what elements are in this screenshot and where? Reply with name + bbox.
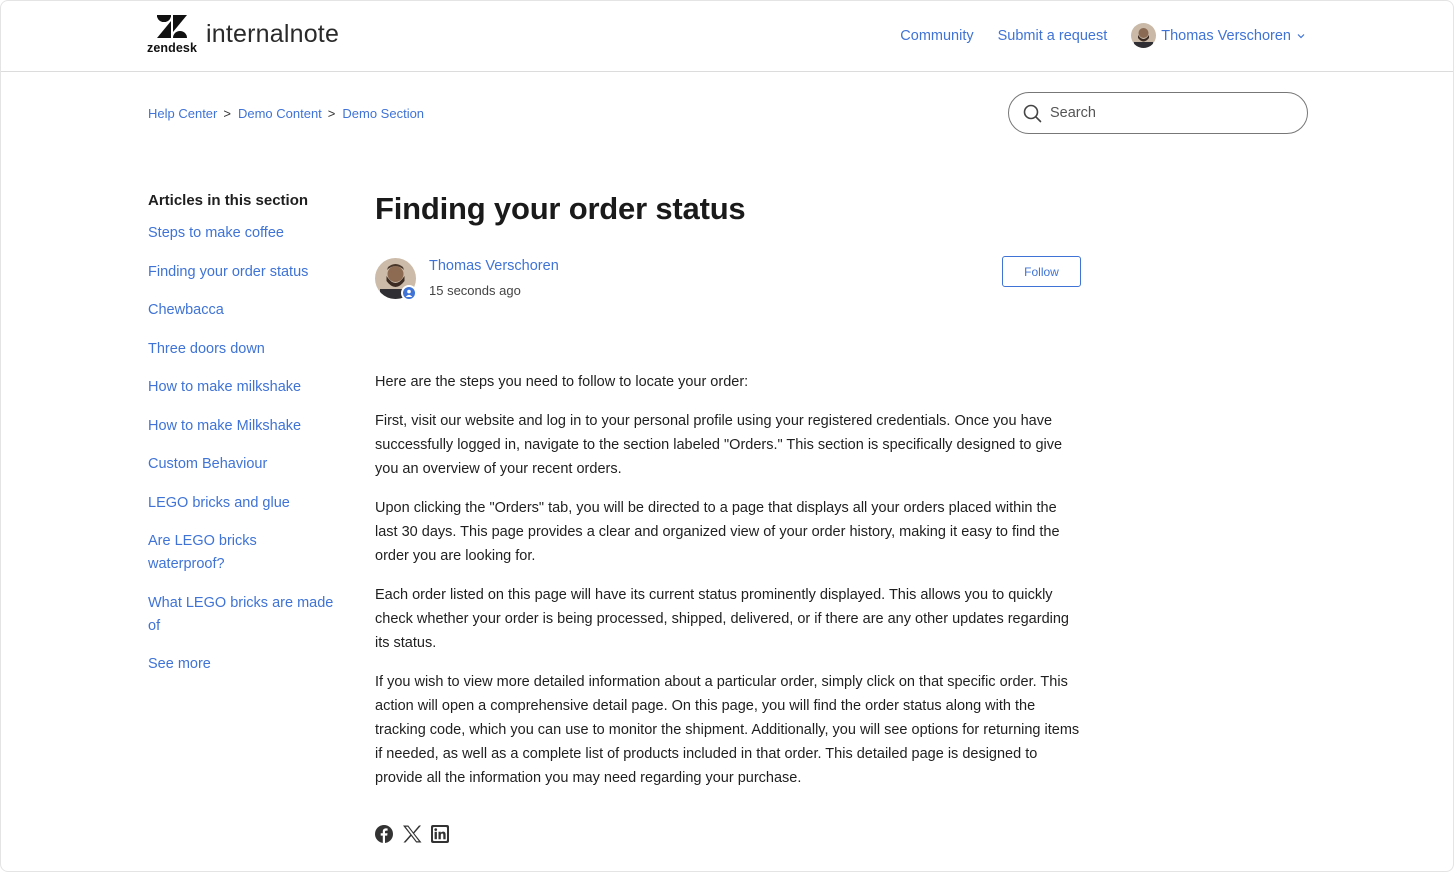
chevron-down-icon bbox=[1297, 32, 1305, 40]
sidebar-item-how-to-make-milkshake[interactable]: How to make milkshake bbox=[148, 379, 302, 395]
site-header bbox=[1, 1, 1453, 72]
follow-button[interactable]: Follow bbox=[1002, 256, 1081, 287]
agent-badge-icon bbox=[401, 285, 417, 301]
article-author bbox=[375, 258, 1085, 302]
breadcrumb-separator: > bbox=[223, 106, 231, 121]
zendesk-mark-icon bbox=[157, 15, 187, 39]
sidebar-item-are-lego-bricks-waterproof[interactable]: Are LEGO bricks waterproof? bbox=[148, 533, 257, 572]
author-name-link[interactable]: Thomas Verschoren bbox=[429, 258, 559, 274]
article-paragraph: If you wish to view more detailed information about a particular order, simply click on that specific order. This action will open a comprehensive detail page. On this page, you will find the order status along with the tracking code, which you can use to monitor the shipment. Additionally, you will see options for returning items if needed, as well as a complete list of products included in that order. This detailed page is designed to provide all the information you may need regarding your purchase. bbox=[375, 674, 1080, 786]
zendesk-wordmark: zendesk bbox=[147, 41, 198, 55]
sidebar-item-chewbacca[interactable]: Chewbacca bbox=[148, 302, 224, 318]
breadcrumb-separator: > bbox=[327, 106, 336, 121]
article-paragraph: Here are the steps you need to follow to locate your order: bbox=[375, 374, 749, 390]
search-input[interactable] bbox=[1050, 105, 1280, 121]
article-paragraph: Upon clicking the "Orders" tab, you will be directed to a page that displays all your orders placed within the last 30 days. This page provides a clear and organized view of your order history, making it easy to find the order you are looking for. bbox=[375, 500, 1060, 564]
sidebar-item-lego-bricks-and-glue[interactable]: LEGO bricks and glue bbox=[148, 494, 290, 511]
nav-submit-request-link[interactable]: Submit a request bbox=[997, 27, 1108, 44]
nav-community-link[interactable]: Community bbox=[900, 27, 974, 44]
linkedin-icon[interactable] bbox=[431, 825, 449, 843]
logo[interactable] bbox=[147, 15, 339, 55]
breadcrumb-demo-section[interactable]: Demo Section bbox=[342, 106, 425, 121]
article-paragraph: First, visit our website and log in to your personal profile using your registered credentials. Once you have successfully logged in, navigate to the section labeled "Orders." This section is specifically designed to give you an overview of your recent orders. bbox=[375, 413, 1063, 477]
article-timestamp: 15 seconds ago bbox=[429, 283, 521, 298]
breadcrumb bbox=[148, 106, 424, 121]
facebook-icon[interactable] bbox=[375, 825, 393, 843]
sidebar-item-three-doors-down[interactable]: Three doors down bbox=[148, 340, 265, 357]
section-articles-sidebar bbox=[148, 192, 348, 692]
see-more-link[interactable]: See more bbox=[148, 656, 211, 672]
article bbox=[375, 191, 1085, 843]
top-nav bbox=[876, 23, 1305, 48]
zendesk-logo bbox=[147, 15, 201, 55]
share-links bbox=[375, 825, 1085, 843]
sidebar-item-finding-your-order-status[interactable]: Finding your order status bbox=[148, 263, 309, 280]
brand-name: internalnote bbox=[206, 20, 340, 48]
breadcrumb-demo-content[interactable]: Demo Content bbox=[237, 106, 322, 121]
sidebar-item-how-to-make-milkshake-2[interactable]: How to make Milkshake bbox=[148, 417, 302, 434]
sidebar-item-what-lego-bricks-are-made-of[interactable]: What LEGO bricks are made of bbox=[148, 594, 334, 634]
x-icon[interactable] bbox=[402, 825, 422, 843]
sidebar-item-steps-to-make-coffee[interactable]: Steps to make coffee bbox=[148, 225, 284, 241]
search-icon bbox=[1023, 104, 1042, 123]
sidebar-heading: Articles in this section bbox=[148, 192, 309, 209]
article-title: Finding your order status bbox=[375, 191, 746, 226]
article-paragraph: Each order listed on this page will have its current status prominently displayed. This allows you to quickly check whether your order is being processed, shipped, delivered, or if there are any other updates regarding its status. bbox=[375, 587, 1069, 651]
sidebar-item-custom-behaviour[interactable]: Custom Behaviour bbox=[148, 456, 268, 472]
user-name: Thomas Verschoren bbox=[1161, 27, 1291, 44]
breadcrumb-help-center[interactable]: Help Center bbox=[148, 106, 218, 121]
search-box[interactable] bbox=[1008, 92, 1308, 134]
user-avatar bbox=[1131, 23, 1156, 48]
user-menu[interactable] bbox=[1131, 23, 1305, 48]
article-body bbox=[375, 370, 1083, 790]
